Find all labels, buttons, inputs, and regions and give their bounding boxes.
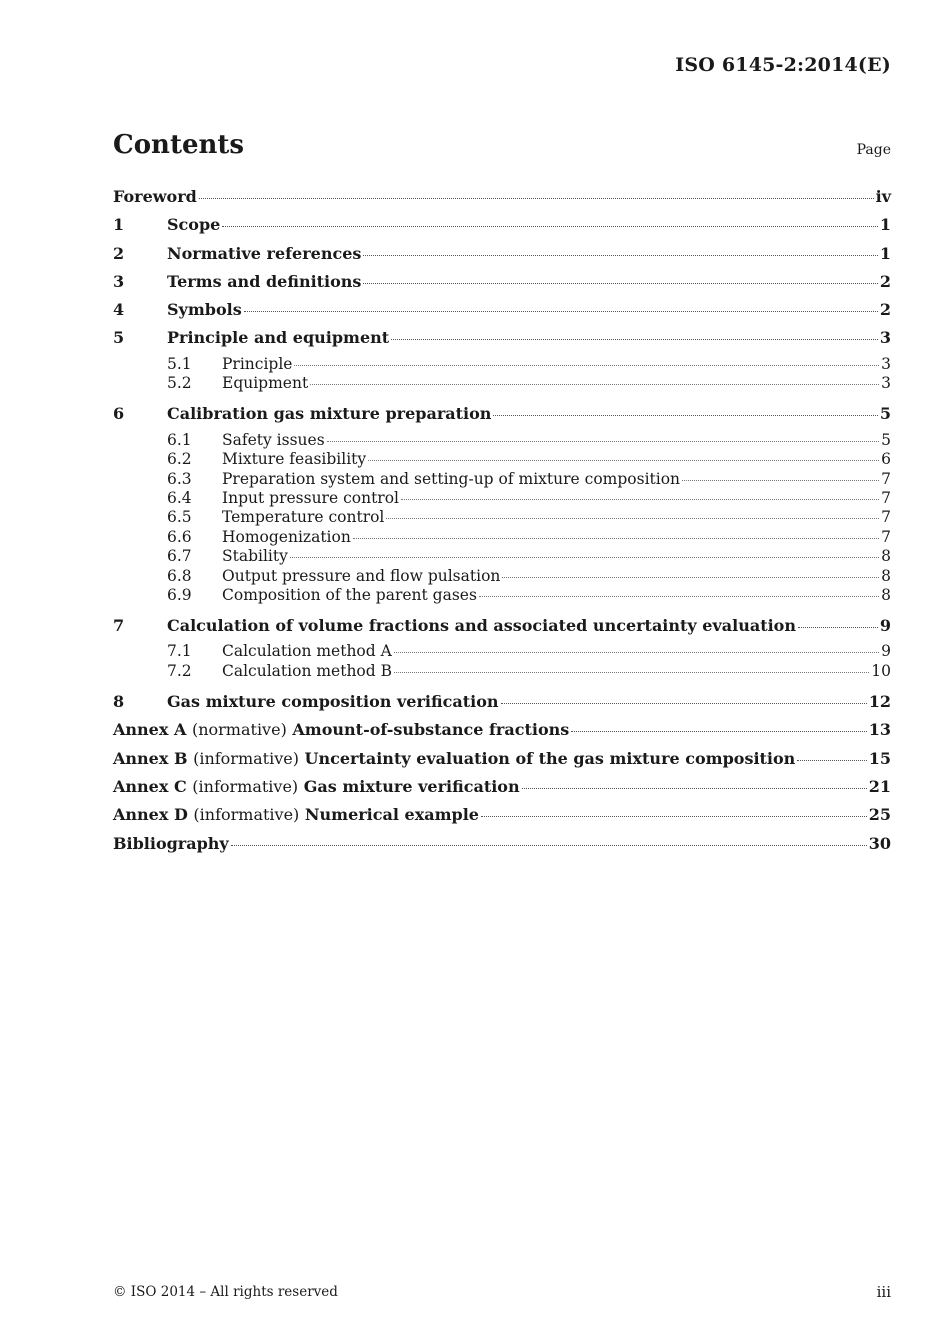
page-ref: 9 — [879, 616, 891, 636]
dot-leader — [479, 595, 879, 597]
dot-leader — [394, 651, 879, 653]
page-ref: 15 — [868, 748, 891, 768]
section-title: Principle and equipment — [167, 328, 390, 348]
toc-subentry[interactable] — [113, 450, 891, 469]
section-number: 3 — [113, 271, 125, 291]
subsection-number: 6.4 — [167, 488, 192, 507]
dot-leader — [222, 225, 878, 227]
subsection-title: Principle — [222, 354, 293, 373]
section-number: 8 — [113, 692, 125, 712]
subsection-title: Input pressure control — [222, 488, 399, 507]
document-id: ISO 6145-2:2014(E) — [675, 54, 891, 76]
dot-leader — [493, 414, 877, 416]
page-ref: 7 — [881, 527, 891, 546]
section-title: Foreword — [113, 187, 197, 206]
dot-leader — [353, 537, 879, 539]
subsection-number: 7.2 — [167, 661, 192, 680]
dot-leader — [391, 338, 878, 340]
toc-subentry[interactable] — [113, 662, 891, 690]
subsection-title: Composition of the parent gases — [222, 585, 477, 604]
subsection-number: 5.2 — [167, 374, 192, 393]
toc-entry[interactable] — [113, 803, 891, 831]
subsection-title: Output pressure and flow pulsation — [222, 566, 501, 585]
annex-label: Annex D — [113, 805, 188, 825]
section-title: Normative references — [167, 243, 362, 263]
dot-leader — [327, 440, 879, 442]
page-ref: 30 — [868, 833, 891, 853]
contents-title-row — [113, 130, 891, 164]
toc-subentry[interactable] — [113, 508, 891, 527]
subsection-title: Mixture feasibility — [222, 450, 367, 469]
copyright-notice: © ISO 2014 – All rights reserved — [113, 1284, 338, 1300]
page-ref: 5 — [879, 404, 891, 424]
subsection-number: 6.9 — [167, 585, 192, 604]
section-title — [113, 718, 569, 742]
section-title — [113, 803, 479, 827]
page-ref: 5 — [881, 430, 891, 449]
toc-entry[interactable] — [113, 747, 891, 775]
annex-label: Annex B — [113, 748, 188, 768]
dot-leader — [386, 517, 879, 519]
section-title: Bibliography — [113, 833, 229, 853]
page-ref: 2 — [879, 271, 891, 291]
page-ref: 10 — [871, 661, 891, 680]
page-column-label: Page — [856, 142, 891, 158]
annex-title: Numerical example — [304, 805, 479, 825]
dot-leader — [481, 815, 867, 817]
annex-label: Annex C — [113, 777, 187, 797]
toc-entry[interactable] — [113, 242, 891, 270]
subsection-title: Calculation method A — [222, 642, 392, 661]
subsection-title: Stability — [222, 547, 288, 566]
page-ref: 2 — [879, 300, 891, 320]
toc-subentry[interactable] — [113, 528, 891, 547]
page-ref: 8 — [881, 547, 891, 566]
section-number: 2 — [113, 243, 125, 263]
subsection-number: 6.5 — [167, 508, 192, 527]
section-title — [113, 747, 795, 771]
dot-leader — [522, 787, 867, 789]
section-title: Scope — [167, 215, 221, 235]
page-ref: 8 — [881, 585, 891, 604]
toc-entry[interactable] — [113, 832, 891, 860]
page-number: iii — [876, 1283, 891, 1301]
annex-title: Amount-of-substance fractions — [292, 720, 570, 740]
toc-entry[interactable] — [113, 213, 891, 241]
page-ref: 7 — [881, 469, 891, 488]
section-title: Symbols — [167, 300, 242, 320]
annex-kind: (informative) — [193, 748, 299, 768]
subsection-number: 6.6 — [167, 527, 192, 546]
toc-subentry[interactable] — [113, 642, 891, 661]
dot-leader — [368, 459, 879, 461]
annex-kind: (informative) — [192, 777, 299, 797]
toc-subentry[interactable] — [113, 489, 891, 508]
toc-entry[interactable] — [113, 326, 891, 354]
toc-entry[interactable] — [113, 614, 891, 642]
dot-leader — [244, 310, 878, 312]
toc-entry[interactable] — [113, 298, 891, 326]
toc-subentry[interactable] — [113, 355, 891, 374]
annex-label: Annex A — [113, 720, 187, 740]
page-ref: 1 — [879, 243, 891, 263]
dot-leader — [797, 759, 866, 761]
page-ref: 6 — [881, 450, 891, 469]
toc-subentry[interactable] — [113, 547, 891, 566]
dot-leader — [571, 730, 866, 732]
toc-subentry[interactable] — [113, 567, 891, 586]
dot-leader — [363, 254, 877, 256]
page-ref: 1 — [879, 215, 891, 235]
page-ref: 3 — [881, 374, 891, 393]
page-ref: 8 — [881, 566, 891, 585]
section-number: 6 — [113, 404, 125, 424]
toc-entry[interactable] — [113, 718, 891, 746]
section-number: 5 — [113, 328, 125, 348]
dot-leader — [682, 479, 879, 481]
section-title: Terms and definitions — [167, 271, 362, 291]
subsection-number: 6.1 — [167, 430, 192, 449]
toc-entry[interactable] — [113, 690, 891, 718]
dot-leader — [394, 671, 869, 673]
dot-leader — [290, 556, 879, 558]
table-of-contents — [113, 185, 891, 860]
subsection-title: Equipment — [222, 374, 309, 393]
section-title: Calibration gas mixture preparation — [167, 404, 492, 424]
subsection-title: Preparation system and setting-up of mixture composition — [222, 469, 681, 488]
toc-entry[interactable] — [113, 270, 891, 298]
dot-leader — [231, 844, 867, 846]
page-ref: 3 — [879, 328, 891, 348]
page-ref: iv — [875, 187, 891, 206]
dot-leader — [310, 383, 879, 385]
toc-entry[interactable] — [113, 185, 891, 213]
page-title: Contents — [113, 130, 245, 160]
dot-leader — [199, 197, 874, 199]
section-title: Gas mixture composition verification — [167, 692, 499, 712]
toc-subentry[interactable] — [113, 374, 891, 402]
subsection-title: Temperature control — [222, 508, 385, 527]
page-ref: 13 — [868, 720, 891, 740]
section-number: 1 — [113, 215, 125, 235]
annex-kind: (normative) — [191, 720, 287, 740]
subsection-title: Safety issues — [222, 430, 325, 449]
section-number: 7 — [113, 616, 125, 636]
subsection-number: 6.2 — [167, 450, 192, 469]
section-title: Calculation of volume fractions and associated uncertainty evaluation — [167, 616, 796, 636]
section-title — [113, 775, 520, 799]
annex-title: Uncertainty evaluation of the gas mixture composition — [304, 748, 796, 768]
toc-subentry[interactable] — [113, 431, 891, 450]
subsection-number: 6.3 — [167, 469, 192, 488]
page-ref: 3 — [881, 354, 891, 373]
subsection-number: 6.7 — [167, 547, 192, 566]
dot-leader — [501, 702, 867, 704]
dot-leader — [502, 576, 879, 578]
dot-leader — [294, 364, 879, 366]
subsection-title: Calculation method B — [222, 661, 393, 680]
dot-leader — [401, 498, 879, 500]
subsection-number: 5.1 — [167, 354, 192, 373]
page-ref: 9 — [881, 642, 891, 661]
annex-kind: (informative) — [193, 805, 300, 825]
page-ref: 12 — [868, 692, 891, 712]
page-ref: 7 — [881, 488, 891, 507]
page-ref: 7 — [881, 508, 891, 527]
subsection-title: Homogenization — [222, 527, 351, 546]
subsection-number: 7.1 — [167, 642, 192, 661]
annex-title: Gas mixture verification — [303, 777, 520, 797]
section-number: 4 — [113, 300, 125, 320]
toc-entry[interactable] — [113, 775, 891, 803]
toc-subentry[interactable] — [113, 586, 891, 614]
page-ref: 25 — [868, 805, 891, 825]
subsection-number: 6.8 — [167, 566, 192, 585]
dot-leader — [798, 626, 878, 628]
dot-leader — [363, 282, 877, 284]
page-ref: 21 — [868, 777, 891, 797]
toc-subentry[interactable] — [113, 470, 891, 489]
toc-entry[interactable] — [113, 402, 891, 430]
